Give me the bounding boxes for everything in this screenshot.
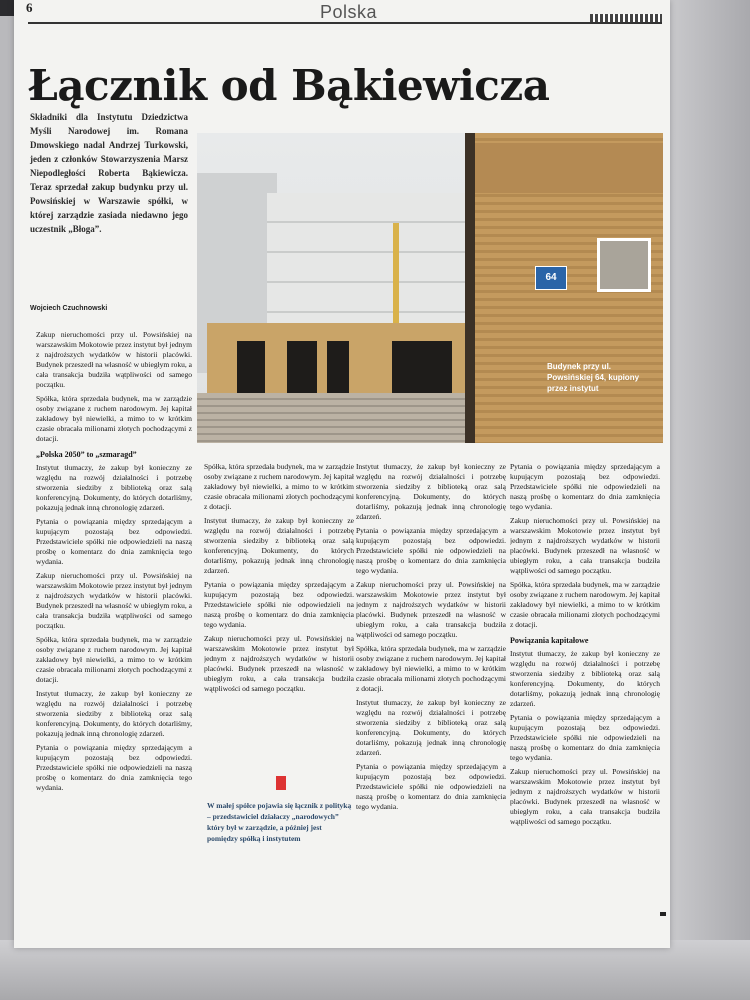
paragraph: Pytania o powiązania między sprzedającym a kupującym pozostają bez odpowiedzi. Przedstawiciele spółki nie odpowiedzieli na naszą prośbę o komentarz do dnia zamknięcia tego wydania.: [510, 713, 660, 762]
photo-steps: [197, 393, 487, 443]
house-number-sign: 64: [535, 266, 567, 290]
masthead-logo-icon: [590, 14, 662, 22]
paragraph: Instytut tłumaczy, że zakup był konieczny ze względu na rozwój działalności i potrzebę stworzenia siedziby z biblioteką oraz salą konferencyjną. Dokumenty, do których dotarliśmy, pokazują jednak inną chronologię zdarzeń.: [204, 516, 354, 575]
top-rule: [28, 22, 662, 24]
paragraph: Pytania o powiązania między sprzedającym a kupującym pozostają bez odpowiedzi. Przedstawiciele spółki nie odpowiedzieli na naszą prośbę o komentarz do dnia zamknięcia tego wydania.: [356, 762, 506, 811]
subhead: „Polska 2050” to „szmaragd”: [36, 450, 137, 459]
paragraph: Pytania o powiązania między sprzedającym a kupującym pozostają bez odpowiedzi. Przedstawiciele spółki nie odpowiedzieli na naszą prośbę o komentarz do dnia zamknięcia tego wydania.: [36, 743, 192, 792]
text-column-2: [204, 462, 354, 772]
paragraph: Spółka, która sprzedała budynek, ma w zarządzie osoby związane z ruchem narodowym. Jej kapitał zakładowy był niewielki, a mimo to w krótkim czasie obracała milionami złotych pochodzącymi z dotacji.: [510, 580, 660, 629]
quote-mark-icon: [276, 776, 286, 790]
screen-background-right: [670, 0, 750, 1000]
photo-wall-edge: [465, 133, 475, 443]
newspaper-page: [14, 0, 670, 948]
photo-window: [597, 238, 651, 292]
article-byline: Wojciech Czuchnowski: [30, 305, 108, 312]
paragraph: Pytania o powiązania między sprzedającym a kupującym pozostają bez odpowiedzi. Przedstawiciele spółki nie odpowiedzieli na naszą prośbę o komentarz do dnia zamknięcia tego wydania.: [510, 462, 660, 511]
photo-door: [237, 341, 265, 393]
photo-wall-top: [472, 143, 663, 193]
paragraph: Pytania o powiązania między sprzedającym a kupującym pozostają bez odpowiedzi. Przedstawiciele spółki nie odpowiedzieli na naszą prośbę o komentarz do dnia zamknięcia tego wydania.: [204, 580, 354, 629]
paragraph: Spółka, która sprzedała budynek, ma w zarządzie osoby związane z ruchem narodowym. Jej kapitał zakładowy był niewielki, a mimo to w krótkim czasie obracała milionami złotych pochodzącymi z dotacji.: [356, 644, 506, 693]
subhead: Powiązania kapitałowe: [510, 636, 589, 645]
text-column-4: [510, 462, 660, 922]
paragraph: Zakup nieruchomości przy ul. Powsińskiej na warszawskim Mokotowie przez instytut był jednym z najdroższych wydatków w historii placówki. Budynek przeszedł na własność w ubiegłym roku, a cała transakcja budziła wątpliwości od samego początku.: [204, 634, 354, 693]
photo-door: [392, 341, 452, 393]
page-number: 6: [26, 0, 33, 15]
article-lead: Składniki dla Instytutu Dziedzictwa Myśli Narodowej im. Romana Dmowskiego nadal Andrzej Turkowski, jeden z członków Stowarzyszenia Marsz Niepodległości Roberta Bąkiewicza. Teraz sprzedał zakup budynku przy ul. Powsińskiej w Warszawie spółki, w której zarządzie zasiada niedawno jego uczestnik „Błoga”.: [30, 112, 188, 234]
paragraph: Instytut tłumaczy, że zakup był konieczny ze względu na rozwój działalności i potrzebę stworzenia siedziby z biblioteką oraz salą konferencyjną. Dokumenty, do których dotarliśmy, pokazują jednak inną chronologię zdarzeń.: [36, 689, 192, 738]
paragraph: Instytut tłumaczy, że zakup był konieczny ze względu na rozwój działalności i potrzebę stworzenia siedziby z biblioteką oraz salą konferencyjną. Dokumenty, do których dotarliśmy, pokazują jednak inną chronologię zdarzeń.: [510, 649, 660, 708]
paragraph: Instytut tłumaczy, że zakup był konieczny ze względu na rozwój działalności i potrzebę stworzenia siedziby z biblioteką oraz salą konferencyjną. Dokumenty, do których dotarliśmy, pokazują jednak inną chronologię zdarzeń.: [356, 698, 506, 757]
section-label: Polska: [320, 2, 378, 22]
photo-door: [327, 341, 349, 393]
paragraph: Spółka, która sprzedała budynek, ma w zarządzie osoby związane z ruchem narodowym. Jej kapitał zakładowy był niewielki, a mimo to w krótkim czasie obracała milionami złotych pochodzącymi z dotacji.: [36, 394, 192, 443]
paragraph: Instytut tłumaczy, że zakup był konieczny ze względu na rozwój działalności i potrzebę stworzenia siedziby z biblioteką oraz salą konferencyjną. Dokumenty, do których dotarliśmy, pokazują jednak inną chronologię zdarzeń.: [36, 463, 192, 512]
photo-yellow-strip: [393, 223, 399, 333]
text-column-3: [356, 462, 506, 902]
photo-door: [287, 341, 317, 393]
paragraph: Zakup nieruchomości przy ul. Powsińskiej na warszawskim Mokotowie przez instytut był jednym z najdroższych wydatków w historii placówki. Budynek przeszedł na własność w ubiegłym roku, a cała transakcja budziła wątpliwości od samego początku.: [36, 571, 192, 630]
paragraph: Zakup nieruchomości przy ul. Powsińskiej na warszawskim Mokotowie przez instytut był jednym z najdroższych wydatków w historii placówki. Budynek przeszedł na własność w ubiegłym roku, a cała transakcja budziła wątpliwości od samego początku.: [356, 580, 506, 639]
paragraph: Instytut tłumaczy, że zakup był konieczny ze względu na rozwój działalności i potrzebę stworzenia siedziby z biblioteką oraz salą konferencyjną. Dokumenty, do których dotarliśmy, pokazują jednak inną chronologię zdarzeń.: [356, 462, 506, 521]
paragraph: Zakup nieruchomości przy ul. Powsińskiej na warszawskim Mokotowie przez instytut był jednym z najdroższych wydatków w historii placówki. Budynek przeszedł na własność w ubiegłym roku, a cała transakcja budziła wątpliwości od samego początku.: [36, 330, 192, 389]
paragraph: Spółka, która sprzedała budynek, ma w zarządzie osoby związane z ruchem narodowym. Jej kapitał zakładowy był niewielki, a mimo to w krótkim czasie obracała milionami złotych pochodzącymi z dotacji.: [36, 635, 192, 684]
article-headline: Łącznik od Bąkiewicza: [28, 61, 550, 111]
paragraph: Spółka, która sprzedała budynek, ma w zarządzie osoby związane z ruchem narodowym. Jej kapitał zakładowy był niewielki, a mimo to w krótkim czasie obracała milionami złotych pochodzącymi z dotacji.: [204, 462, 354, 511]
pullquote: W małej spółce pojawia się łącznik z polityką – przedstawiciel działaczy „narodowych” który był w zarządzie, a później jest pomiędzy spółką i instytutem: [207, 801, 352, 843]
paragraph: Zakup nieruchomości przy ul. Powsińskiej na warszawskim Mokotowie przez instytut był jednym z najdroższych wydatków w historii placówki. Budynek przeszedł na własność w ubiegłym roku, a cała transakcja budziła wątpliwości od samego początku.: [510, 516, 660, 575]
paragraph: Pytania o powiązania między sprzedającym a kupującym pozostają bez odpowiedzi. Przedstawiciele spółki nie odpowiedzieli na naszą prośbę o komentarz do dnia zamknięcia tego wydania.: [356, 526, 506, 575]
article-end-mark: [660, 912, 666, 916]
paragraph: Zakup nieruchomości przy ul. Powsińskiej na warszawskim Mokotowie przez instytut był jednym z najdroższych wydatków w historii placówki. Budynek przeszedł na własność w ubiegłym roku, a cała transakcja budziła wątpliwości od samego początku.: [510, 767, 660, 826]
photo-caption: Budynek przy ul. Powsińskiej 64, kupiony przez instytut: [547, 362, 640, 393]
paragraph: Pytania o powiązania między sprzedającym a kupującym pozostają bez odpowiedzi. Przedstawiciele spółki nie odpowiedzieli na naszą prośbę o komentarz do dnia zamknięcia tego wydania.: [36, 517, 192, 566]
screen-background-bottom: [0, 940, 750, 1000]
photo-apartment-block: [267, 193, 472, 333]
text-column-1: [36, 330, 192, 930]
article-photo: [197, 133, 663, 443]
